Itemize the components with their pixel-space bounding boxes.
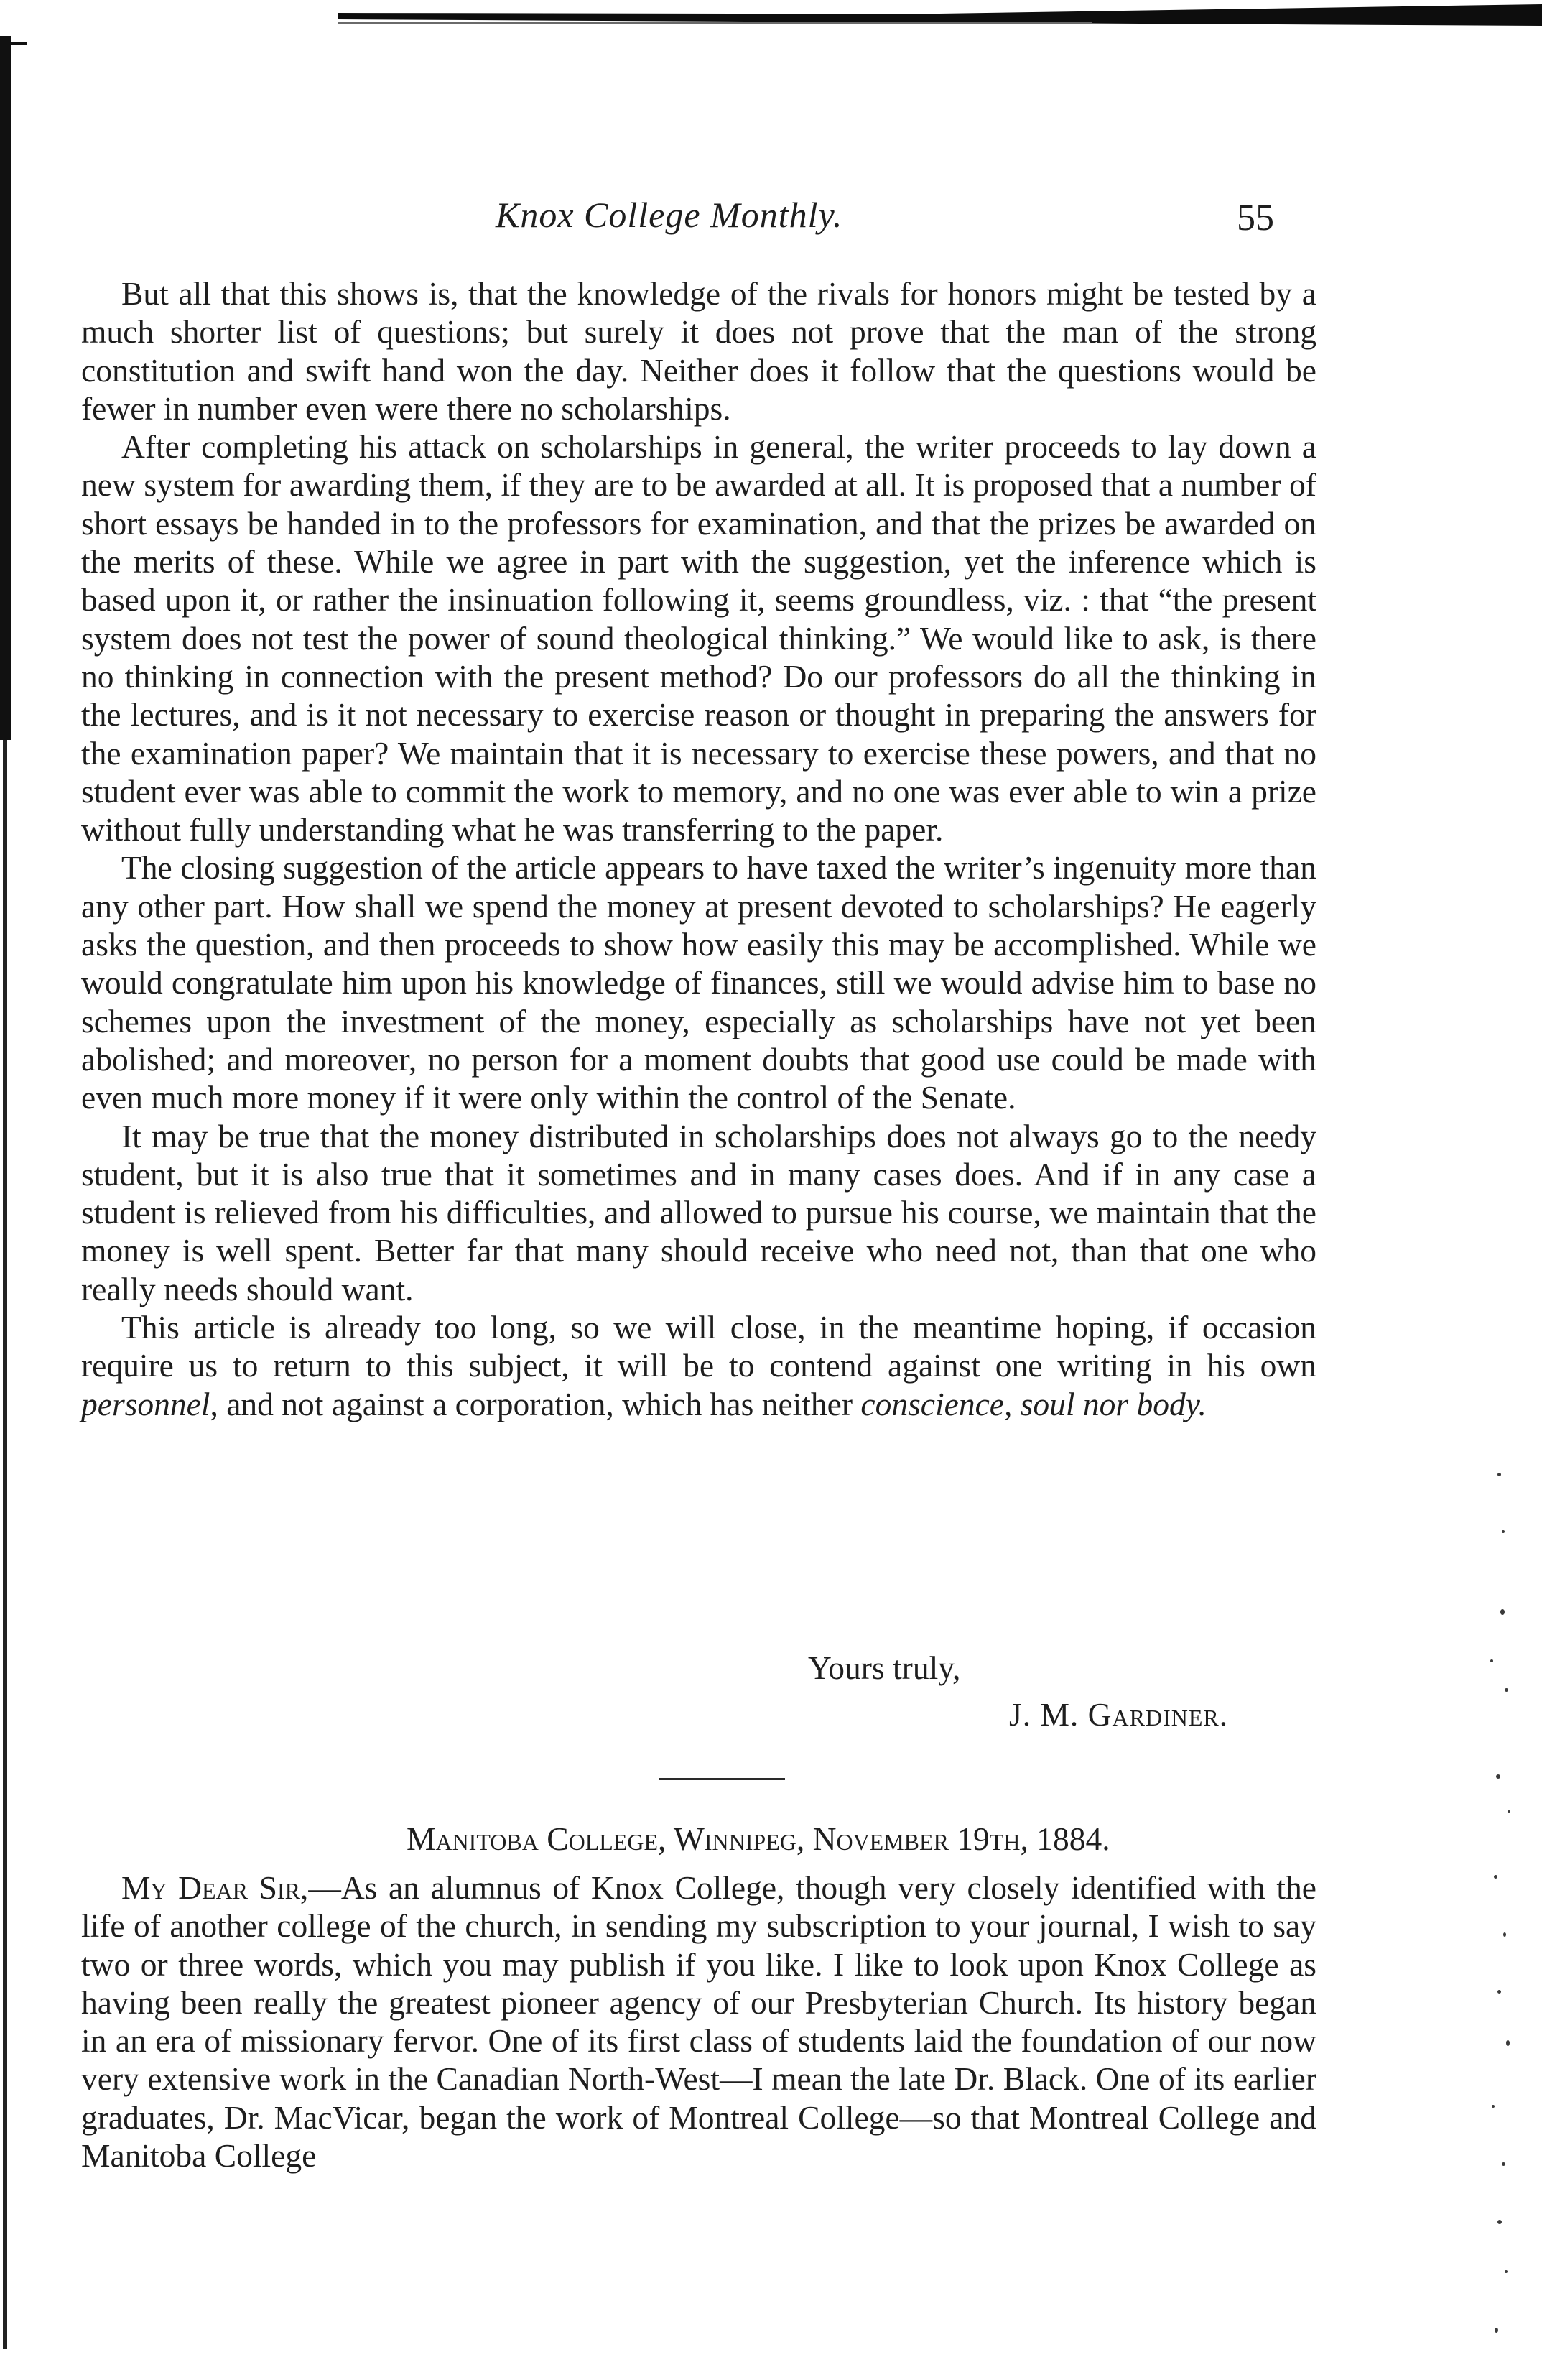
scan-specks	[1476, 1473, 1519, 2363]
letter-text: —As an alumnus of Knox College, though very closely identified with the life of another college of the church, in sending my subscription to your journal, I wish to say two or three words, which you may publish if you like. I like to look upon Knox College as having been really the greatest pioneer agency of our Presbyterian Church. Its history began in an era of missionary fervor. One of its first class of students laid the foundation of our now very extensive work in the Canadian North-West—I mean the late Dr. Black. One of its earlier graduates, Dr. MacVicar, began the work of Montreal College—so that Montreal College and Manitoba College	[81, 1869, 1316, 2175]
closing-paragraph	[81, 1308, 1316, 1423]
paragraph: After completing his attack on scholarships in general, the writer proceeds to lay down a new system for awarding them, if they are to be awarded at all. It is proposed that a number of short essays be handed in to the professors for examination, and that the prizes be awarded on the merits of these. While we agree in part with the suggestion, yet the inference which is based upon it, or rather the insinuation following it, seems groundless, viz. : that “the present system does not test the power of sound theological thinking.” We would like to ask, is there no thinking in connection with the present method? Do our professors do all the thinking in the lectures, and is it not necessary to exercise reason or thought in preparing the answers for the examination paper? We maintain that it is necessary to exercise these powers, and that no student ever was able to commit the work to memory, and no one was ever able to win a prize without fully understanding what he was transferring to the paper.	[81, 428, 1316, 848]
dateline: Manitoba College, Winnipeg, November 19th, 1884.	[407, 1820, 1110, 1857]
paragraph: The closing suggestion of the article appears to have taxed the writer’s ingenuity more than any other part. How shall we spend the money at present devoted to scholarships? He eagerly asks the question, and then proceeds to show how easily this may be accomplished. While we would congratulate him upon his knowledge of finances, still we would advise him to base no schemes upon the investment of the money, especially as scholarships have not yet been abolished; and moreover, no person for a moment doubts that good use could be made with even much more money if it were only within the control of the Senate.	[81, 849, 1316, 1116]
italic-conscience: conscience, soul nor body.	[860, 1385, 1207, 1422]
scan-edge-tick	[11, 42, 27, 45]
section-divider	[659, 1778, 785, 1780]
closing-paragraph-text: This article is already too long, so we will close, in the meantime hoping, if occasion require us to return to this subject, it will be to contend against one writing in his own	[81, 1309, 1316, 1384]
paragraph: But all that this shows is, that the knowledge of the rivals for honors might be tested by a much shorter list of questions; but surely it does not prove that the man of the strong constitution and swift hand won the day. Neither does it follow that the questions would be fewer in number even were there no scholarships.	[81, 275, 1316, 427]
letter-paragraph	[81, 1869, 1316, 2175]
running-head	[0, 181, 1542, 239]
salutation: My Dear Sir,	[121, 1869, 309, 1906]
paragraph: It may be true that the money distributed in scholarships does not always go to the needy student, but it is also true that it sometimes and in many cases does. And if in any case a student is relieved from his difficulties, and allowed to pursue his course, we maintain that the money is well spent. Better far that many should receive who need not, than that one who really needs should want.	[81, 1117, 1316, 1307]
letter-closing: Yours truly,	[808, 1649, 961, 1686]
scan-edge-top-thin	[338, 22, 1092, 24]
page-number: 55	[1237, 198, 1274, 239]
article-body	[81, 274, 1316, 1423]
scan-edge-left-thin	[3, 740, 7, 2349]
closing-paragraph-text-middle: , and not against a corporation, which has neither	[210, 1385, 861, 1422]
letter-body	[81, 1869, 1316, 2175]
italic-personnel: personnel	[81, 1385, 210, 1422]
signature: J. M. Gardiner.	[1009, 1696, 1229, 1733]
running-title: Knox College Monthly.	[496, 195, 843, 235]
scan-edge-left	[0, 36, 11, 740]
